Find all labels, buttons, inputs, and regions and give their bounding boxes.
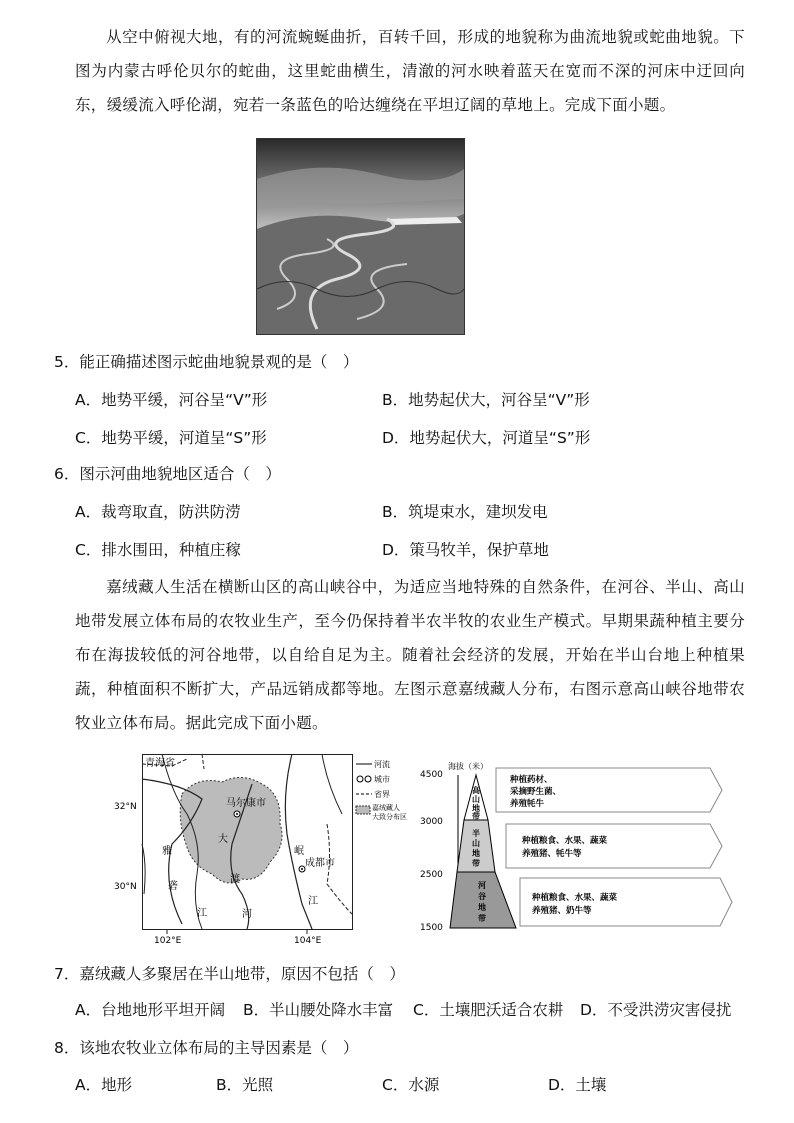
map-river-label: 江 (308, 896, 318, 907)
map-river-label: 岷 (294, 846, 304, 857)
legend-boundary: 省界 (374, 790, 390, 799)
map-province-label: 青海省 (145, 758, 175, 769)
q5-option-b[interactable]: B．地势起伏大，河谷呈“V”形 (382, 391, 590, 409)
map-river-label: 江 (197, 908, 207, 919)
question-6-stem: 6．图示河曲地貌地区适合（ ） (54, 465, 281, 483)
q8-option-c[interactable]: C．水源 (382, 1076, 440, 1094)
passage-2: 嘉绒藏人生活在横断山区的高山峡谷中，为适应当地特殊的自然条件，在河谷、半山、高山地带发展立体布局的农牧业生产，至今仍保持着半农半牧的农业生产模式。早期果蔬种植主要分布在海拔较低的河谷地带，以自给自足为主。随着社会经济的发展，开始在半山台地上种植果蔬，种植面积不断扩大，产品远销成都等地。左图示意嘉绒藏人分布，右图示意高山峡谷地带农牧业立体布局。据此完成下面小题。 (75, 578, 745, 732)
q7-option-c[interactable]: C．土壤肥沃适合农耕 (413, 1001, 564, 1019)
question-5-stem: 5．能正确描述图示蛇曲地貌景观的是（ ） (54, 353, 359, 371)
note-low: 养殖猪、奶牛等 (532, 906, 592, 916)
note-mid: 养殖猪、牦牛等 (522, 849, 582, 859)
zone-mid-label: 山 (472, 839, 480, 848)
legend-area: 大致分布区 (372, 813, 407, 821)
map-city-chengdu: 成都市 (305, 858, 335, 869)
zone-high-label: 带 (472, 812, 480, 821)
map-river-label: 大 (218, 834, 228, 845)
legend-city: 城市 (374, 775, 390, 784)
q5-option-a[interactable]: A．地势平缓，河谷呈“V”形 (75, 391, 268, 409)
question-7-stem: 7．嘉绒藏人多聚居在半山地带，原因不包括（ ） (54, 965, 405, 983)
q5-option-d[interactable]: D．地势起伏大，河道呈“S”形 (382, 429, 591, 447)
q8-option-a[interactable]: A．地形 (75, 1076, 133, 1094)
map-lat-32: 32°N (114, 802, 137, 812)
q7-option-b[interactable]: B．半山腰处降水丰富 (243, 1001, 394, 1019)
zone-low-label: 地 (478, 903, 486, 912)
zone-mid-label: 半 (472, 829, 480, 838)
q6-option-d[interactable]: D．策马牧羊，保护草地 (382, 541, 549, 559)
zone-high-label: 地 (472, 804, 480, 813)
zone-low-label: 河 (478, 881, 486, 890)
tick-1500: 1500 (420, 923, 443, 933)
legend-river: 河流 (374, 760, 390, 769)
q8-option-d[interactable]: D．土壤 (548, 1076, 607, 1094)
legend-area: 嘉绒藏人 (372, 804, 400, 812)
map-lon-102: 102°E (154, 936, 182, 946)
meander-photo (256, 138, 465, 335)
zone-mid-label: 地 (472, 849, 480, 858)
q7-option-a[interactable]: A．台地地形平坦开阔 (75, 1001, 226, 1019)
note-high: 采摘野生菌、 (510, 787, 562, 797)
map-lon-104: 104°E (294, 936, 322, 946)
map-river-label: 河 (242, 909, 252, 920)
map-city-maerkang: 马尔康市 (226, 798, 266, 809)
zone-low-label: 谷 (478, 892, 486, 901)
zone-high-label: 高 (472, 786, 480, 795)
q7-option-d[interactable]: D．不受洪涝灾害侵扰 (580, 1001, 732, 1019)
distribution-map (114, 754, 407, 946)
passage-1: 从空中俯视大地，有的河流蜿蜒曲折，百转千回，形成的地貌称为曲流地貌或蛇曲地貌。下图为内蒙古呼伦贝尔的蛇曲，这里蛇曲横生，清澈的河水映着蓝天在宽而不深的河床中迂回向东，缓缓流入呼伦湖，宛若一条蓝色的哈达缠绕在平坦辽阔的草地上。完成下面小题。 (75, 28, 745, 114)
note-mid: 种植粮食、水果、蔬菜 (522, 836, 608, 846)
note-high: 养殖牦牛 (510, 799, 545, 809)
zone-low-label: 带 (478, 914, 486, 923)
question-8-stem: 8．该地农牧业立体布局的主导因素是（ ） (54, 1039, 359, 1057)
note-low: 种植粮食、水果、蔬菜 (532, 893, 618, 903)
pyramid-unit: 海拔（米） (448, 762, 488, 771)
zone-high-label: 山 (472, 795, 480, 804)
vertical-layout-diagram (410, 760, 740, 940)
map-lat-30: 30°N (114, 882, 137, 892)
zone-mid-label: 带 (472, 859, 480, 868)
map-river-label: 砻 (168, 881, 178, 892)
q8-option-b[interactable]: B．光照 (216, 1076, 274, 1094)
tick-3000: 3000 (420, 817, 443, 827)
q6-option-a[interactable]: A．裁弯取直，防洪防涝 (75, 503, 241, 521)
tick-4500: 4500 (420, 770, 443, 780)
q5-option-c[interactable]: C．地势平缓，河道呈“S”形 (75, 429, 267, 447)
note-high: 种植药材、 (510, 775, 553, 785)
q6-option-b[interactable]: B．筑堤束水，建坝发电 (382, 503, 548, 521)
tick-2500: 2500 (420, 870, 443, 880)
q6-option-c[interactable]: C．排水围田，种植庄稼 (75, 541, 241, 559)
map-river-label: 渡 (230, 874, 240, 885)
map-river-label: 雅 (162, 846, 172, 857)
